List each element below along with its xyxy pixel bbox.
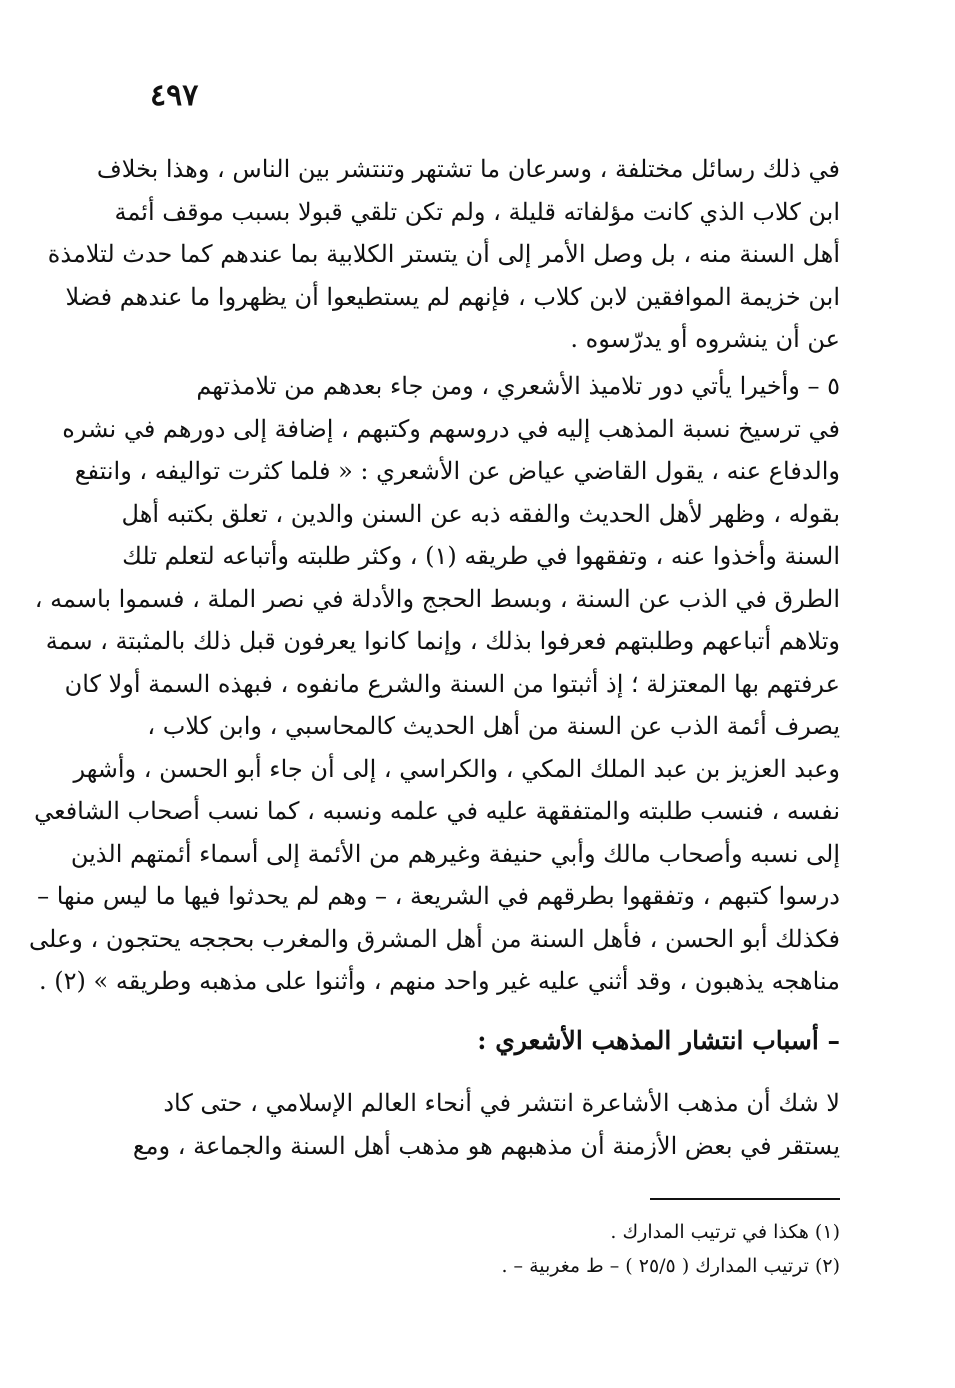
text-line: لا شك أن مذهب الأشاعرة انتشر في أنحاء العالم الإسلامي ، حتى كاد	[163, 1089, 840, 1117]
text-line: أهل السنة منه ، بل وصل الأمر إلى أن يتستر الكلابية بما عندهم كما حدث لتلامذة	[47, 240, 840, 268]
text-line: فكذلك أبو الحسن ، فأهل السنة من أهل المشرق والمغرب بحججه يحتجون ، وعلى	[29, 924, 840, 953]
text-line: وعبد العزيز بن عبد الملك المكي ، والكراسي ، إلى أن جاء أبو الحسن ، وأشهر	[73, 754, 840, 783]
text-line: والدفاع عنه ، يقول القاضي عياض عن الأشعري : « فلما كثرت تواليفه ، وانتفع	[74, 457, 840, 485]
footnote-divider	[650, 1198, 840, 1200]
footnote-2: (٢) ترتيب المدارك ( ٢٥/٥ ) – ط مغربية – .	[501, 1255, 840, 1277]
text-line: وتلاهم أتباعهم وطلبتهم فعرفوا بذلك ، وإنما كانوا يعرفون قبل ذلك بالمثبتة ، سمة	[45, 627, 840, 655]
text-line: ابن كلاب الذي كانت مؤلفاته قليلة ، ولم تكن تلقي قبولا بسبب موقف أئمة	[114, 197, 840, 226]
text-line: يصرف أئمة الذب عن السنة من أهل الحديث كالمحاسبي ، وابن كلاب ،	[147, 712, 840, 740]
text-line: نفسه ، فنسب طلبته والمتفقهة عليه في علمه ونسبه ، كما نسب أصحاب الشافعي	[34, 797, 840, 825]
text-line: يستقر في بعض الأزمنة أن مذهبهم هو مذهب أهل السنة والجماعة ، ومع	[132, 1131, 840, 1160]
text-line: عن أن ينشروه أو يدرّسوه .	[570, 325, 840, 353]
section-heading: – أسباب انتشار المذهب الأشعري :	[477, 1026, 840, 1055]
text-line: إلى نسبه وأصحاب مالك وأبي حنيفة وغيرهم من الأئمة إلى أسماء أئمتهم الذين	[70, 839, 840, 868]
paragraph-2	[29, 365, 840, 1003]
paragraph-3	[130, 1082, 840, 1167]
text-line: درسوا كتبهم ، وتفقهوا بطرقهم في الشريعة ، – وهم لم يحدثوا فيها ما ليس منها –	[37, 882, 840, 910]
text-line: الطرق في الذب عن السنة ، وبسط الحجج والأدلة في نصر الملة ، فسموا باسمه ،	[34, 584, 840, 613]
text-line: في ترسيخ نسبة المذهب إليه في دروسهم وكتبهم ، إضافة إلى دورهم في نشره	[62, 414, 840, 443]
text-line: بقوله ، وظهر لأهل الحديث والفقه ذبه عن السنن والدين ، تعلق بكتبه أهل	[121, 499, 840, 528]
paragraph-1	[47, 148, 840, 361]
text-line: ٥ – وأخيرا يأتي دور تلاميذ الأشعري ، ومن جاء بعدهم من تلامذتهم	[196, 372, 840, 400]
page-number: ٤٩٧	[150, 78, 199, 113]
text-line: في ذلك رسائل مختلفة ، وسرعان ما تشتهر وتنتشر بين الناس ، وهذا بخلاف	[96, 155, 840, 183]
text-line: ابن خزيمة الموافقين لابن كلاب ، فإنهم لم يستطيعوا أن يظهروا ما عندهم فضلا	[65, 282, 840, 311]
text-line: مناهجه يذهبون ، وقد أثني عليه غير واحد منهم ، وأثنوا على مذهبه وطريقه » (٢) .	[39, 967, 840, 995]
text-line: السنة وأخذوا عنه ، وتفقهوا في طريقه (١) ، وكثر طلبته وأتباعه لتعلم تلك	[122, 542, 840, 570]
text-line: عرفتهم بها المعتزلة ؛ إذ أثبتوا من السنة والشرع مانفوه ، فبهذه السمة أولا كان	[64, 669, 840, 698]
footnotes	[300, 1215, 840, 1283]
footnote-1: (١) هكذا في ترتيب المدارك .	[610, 1221, 840, 1243]
